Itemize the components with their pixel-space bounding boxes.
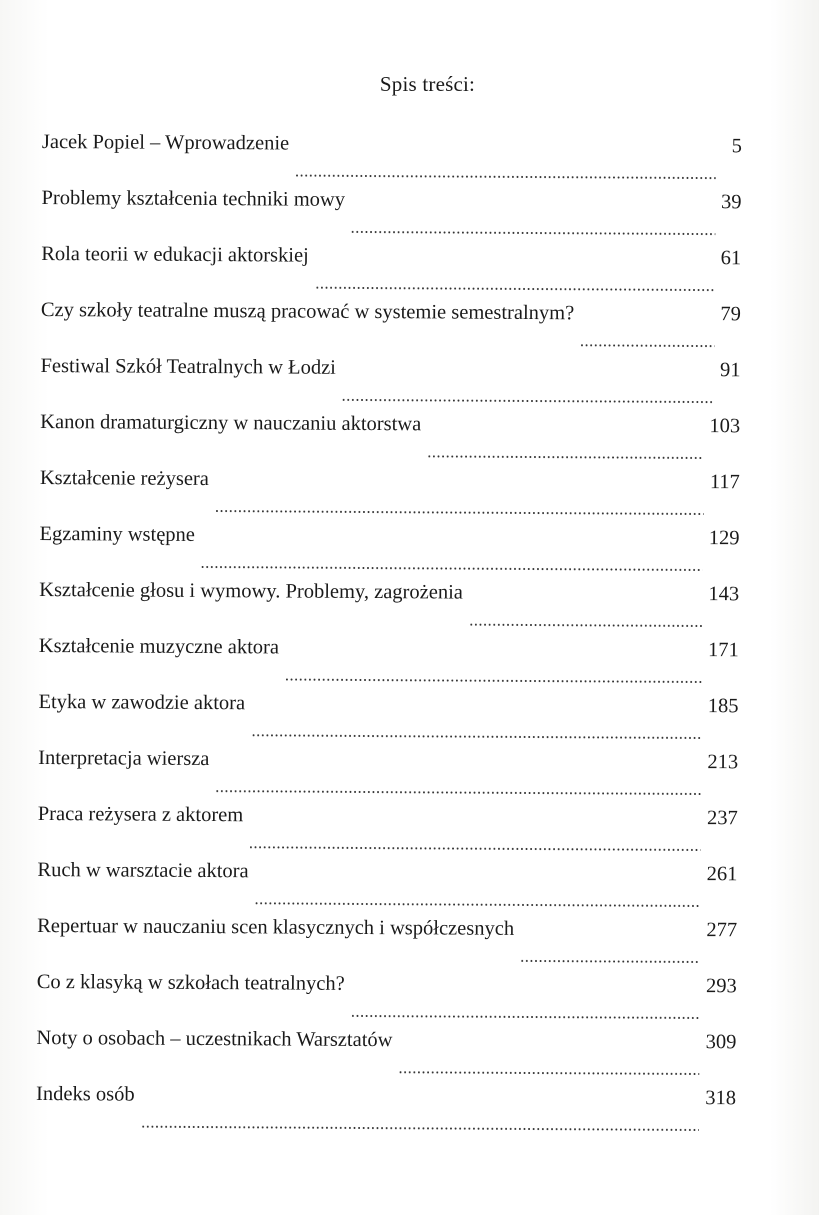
toc-entry-title: Interpretacja wiersza <box>38 746 210 771</box>
toc-entry-title: Etyka w zawodzie aktora <box>38 690 246 715</box>
toc-entry <box>40 352 740 412</box>
toc-entry-title: Problemy kształcenia techniki mowy <box>41 186 346 211</box>
toc-entry-page: 117 <box>709 471 740 494</box>
toc-entry <box>41 184 741 244</box>
toc-entry <box>38 744 738 804</box>
toc-entry-title: Praca reżysera z aktorem <box>37 802 244 827</box>
page-title: Spis treści: <box>379 72 476 96</box>
dot-leader <box>351 1015 700 1019</box>
toc-entry-page: 261 <box>706 863 738 886</box>
toc-entry-title: Repertuar w nauczaniu scen klasycznych i współczesnych <box>37 914 515 940</box>
toc-entry-page: 143 <box>708 583 740 606</box>
dot-leader <box>469 624 703 627</box>
toc-entry-title: Czy szkoły teatralne muszą pracować w systemie semestralnym? <box>40 298 575 325</box>
dot-leader <box>342 399 714 403</box>
toc-entry-page: 129 <box>708 527 740 550</box>
toc-entry <box>37 856 737 916</box>
dot-leader <box>520 960 700 963</box>
toc-entry-title: Ruch w warsztacie aktora <box>37 858 249 883</box>
toc-entry <box>37 968 737 1028</box>
toc-entry-title: Indeks osób <box>36 1082 135 1106</box>
toc-entry <box>39 576 739 636</box>
toc-entry-title: Jacek Popiel – Wprowadzenie <box>41 130 290 155</box>
toc-entry-title: Egzaminy wstępne <box>39 522 196 546</box>
toc-entry <box>36 1080 736 1140</box>
toc-entry-page: 293 <box>705 975 737 998</box>
toc-entry-page: 318 <box>705 1087 737 1110</box>
toc-entry-page: 213 <box>707 751 739 774</box>
toc-entry-title: Rola teorii w edukacji aktorskiej <box>41 242 309 267</box>
dot-leader <box>140 1126 699 1131</box>
toc-entry-page: 171 <box>708 639 739 662</box>
toc-entry <box>40 408 740 468</box>
toc-entry-title: Kanon dramaturgiczny w nauczaniu aktorstwa <box>40 410 422 436</box>
toc-entry-title: Kształcenie reżysera <box>39 466 209 491</box>
toc-entry-title: Kształcenie muzyczne aktora <box>38 634 280 659</box>
toc-entry-title: Noty o osobach – uczestnikach Warsztatów <box>36 1026 393 1052</box>
toc-entry-page: 237 <box>706 807 738 830</box>
dot-leader <box>315 287 715 291</box>
toc-entry-title: Kształcenie głosu i wymowy. Problemy, zagrożenia <box>39 578 463 604</box>
dot-leader <box>295 175 716 180</box>
toc-entry-page: 79 <box>720 303 741 326</box>
toc-entry-page: 309 <box>705 1031 737 1054</box>
dot-leader <box>215 790 701 795</box>
dot-leader <box>201 566 703 571</box>
toc-entry-page: 103 <box>709 415 741 438</box>
dot-leader <box>251 734 702 739</box>
toc-entry <box>39 520 739 580</box>
toc-entry <box>42 128 742 188</box>
dot-leader <box>398 1071 699 1075</box>
toc-entry-page: 91 <box>719 359 741 382</box>
toc-entry <box>40 464 740 524</box>
toc-entry <box>41 296 741 356</box>
toc-entry-title: Festiwal Szkół Teatralnych w Łodzi <box>40 354 336 379</box>
toc-entry-page: 39 <box>720 191 742 214</box>
toc-entry <box>37 912 737 972</box>
toc-entry-page: 185 <box>707 695 739 718</box>
dot-leader <box>285 678 702 683</box>
toc-entry <box>39 632 739 692</box>
toc-entry-page: 61 <box>720 247 742 270</box>
toc-entry <box>41 240 741 300</box>
toc-entry <box>38 800 738 860</box>
toc-entry-page: 277 <box>706 919 738 942</box>
dot-leader <box>427 455 703 459</box>
dot-leader <box>580 344 714 347</box>
toc-entry <box>36 1024 736 1084</box>
dot-leader <box>215 510 704 515</box>
table-of-contents <box>36 128 742 1140</box>
toc-entry <box>38 688 738 748</box>
dot-leader <box>254 902 700 907</box>
dot-leader <box>249 846 701 851</box>
toc-entry-title: Co z klasyką w szkołach teatralnych? <box>36 970 345 995</box>
toc-entry-page: 5 <box>731 135 742 158</box>
dot-leader <box>351 231 715 235</box>
